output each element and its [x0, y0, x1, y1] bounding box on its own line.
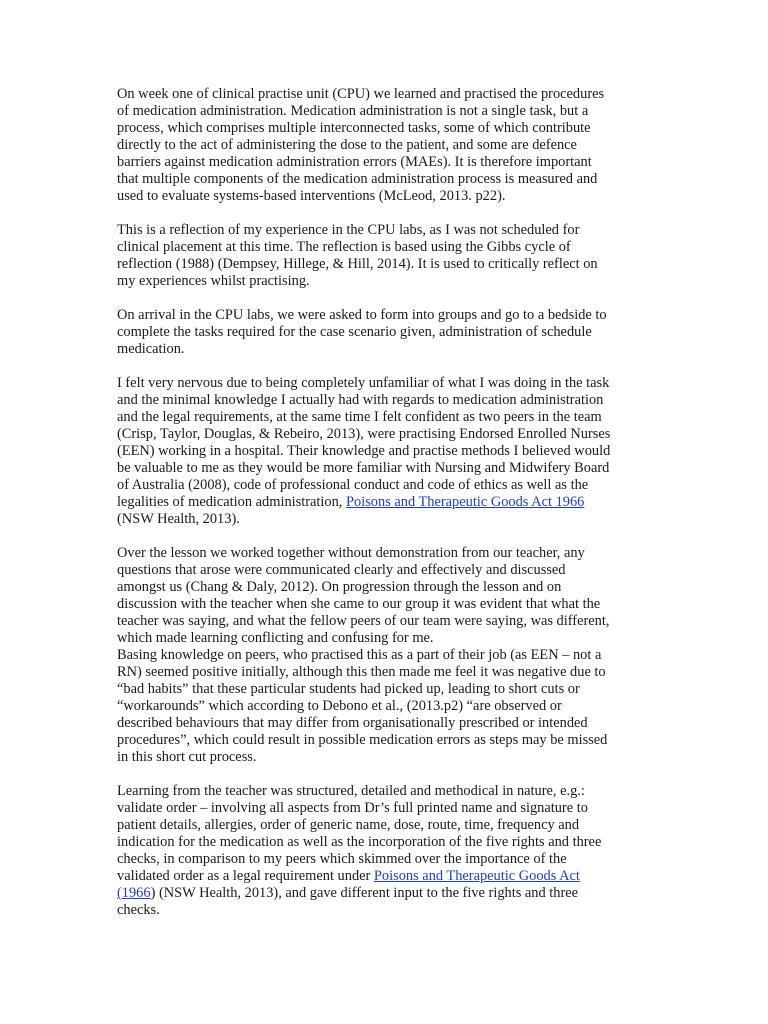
text-line: patient details, allergies, order of generic name, dose, route, time, frequency and [117, 817, 580, 833]
text-line [117, 494, 648, 511]
text-line: of medication administration. Medication administration is not a single task, but a [117, 103, 589, 119]
text-line: I felt very nervous due to being completely unfamiliar of what I was doing in the task [117, 375, 610, 391]
poisons-act-link[interactable]: Poisons and Therapeutic Goods Act [373, 868, 580, 884]
text-line: be valuable to me as they would be more familiar with Nursing and Midwifery Board [117, 460, 610, 476]
text-line: On arrival in the CPU labs, we were asked to form into groups and go to a bedside to [117, 307, 607, 323]
text-line: medication. [117, 341, 185, 357]
text-segment: ) (NSW Health, 2013), and gave different input to the five rights and three [150, 885, 579, 901]
paragraph-teacher [117, 783, 648, 919]
text-line: of Australia (2008), code of professional conduct and code of ethics as well as the [117, 477, 589, 493]
paragraph-introduction [117, 86, 648, 205]
text-line: On week one of clinical practise unit (CPU) we learned and practised the procedures [117, 86, 605, 102]
text-line: Over the lesson we worked together without demonstration from our teacher, any [117, 545, 585, 561]
text-segment: validated order as a legal requirement under [117, 868, 374, 884]
text-line: Basing knowledge on peers, who practised this as a part of their job (as EEN – not a [117, 647, 602, 663]
text-line: and the minimal knowledge I actually had with regards to medication administration [117, 392, 604, 408]
text-line: complete the tasks required for the case scenario given, administration of schedule [117, 324, 592, 340]
text-line: teacher was saying, and what the fellow peers of our team were saying, was different, [117, 613, 610, 629]
text-line: (Crisp, Taylor, Douglas, & Rebeiro, 2013), were practising Endorsed Enrolled Nurses [117, 426, 611, 442]
paragraph-lesson [117, 545, 648, 647]
poisons-act-link[interactable]: Poisons and Therapeutic Goods Act 1966 [346, 494, 585, 510]
paragraph-feelings [117, 375, 648, 528]
text-line: amongst us (Chang & Daly, 2012). On progression through the lesson and on [117, 579, 562, 595]
text-line: (NSW Health, 2013). [117, 511, 240, 527]
text-line: “bad habits” that these particular students had picked up, leading to short cuts or [117, 681, 580, 697]
paragraph-peers [117, 647, 648, 766]
paragraph-reflection [117, 222, 648, 290]
text-line: barriers against medication administration errors (MAEs). It is therefore important [117, 154, 592, 170]
poisons-act-year-link[interactable]: (1966 [117, 885, 151, 901]
paragraph-arrival [117, 307, 648, 358]
text-line: in this short cut process. [117, 749, 257, 765]
text-line: This is a reflection of my experience in the CPU labs, as I was not scheduled for [117, 222, 580, 238]
text-line: RN) seemed positive initially, although this then made me feel it was negative due to [117, 664, 606, 680]
text-line: questions that arose were communicated clearly and effectively and discussed [117, 562, 566, 578]
text-line: my experiences whilst practising. [117, 273, 310, 289]
text-line: indication for the medication as well as the incorporation of the five rights and three [117, 834, 602, 850]
text-line: discussion with the teacher when she came to our group it was evident that what the [117, 596, 601, 612]
text-line: reflection (1988) (Dempsey, Hillege, & Hill, 2014). It is used to critically reflect on [117, 256, 598, 272]
text-line: and the legal requirements, at the same time I felt confident as two peers in the team [117, 409, 602, 425]
text-line: used to evaluate systems-based interventions (McLeod, 2013. p22). [117, 188, 506, 204]
text-line: validate order – involving all aspects from Dr’s full printed name and signature to [117, 800, 588, 816]
text-line [117, 868, 648, 885]
text-line: checks. [117, 902, 160, 918]
text-line [117, 885, 648, 902]
text-line: (EEN) working in a hospital. Their knowledge and practise methods I believed would [117, 443, 611, 459]
text-segment: legalities of medication administration, [117, 494, 346, 510]
text-line: that multiple components of the medication administration process is measured and [117, 171, 598, 187]
document-page [117, 86, 648, 936]
text-line: checks, in comparison to my peers which skimmed over the importance of the [117, 851, 567, 867]
text-line: Learning from the teacher was structured, detailed and methodical in nature, e.g.: [117, 783, 585, 799]
text-line: process, which comprises multiple interconnected tasks, some of which contribute [117, 120, 591, 136]
text-line: described behaviours that may differ from organisationally prescribed or intended [117, 715, 588, 731]
text-line: directly to the act of administering the dose to the patient, and some are defence [117, 137, 577, 153]
text-line: clinical placement at this time. The reflection is based using the Gibbs cycle of [117, 239, 571, 255]
text-line: procedures”, which could result in possible medication errors as steps may be missed [117, 732, 608, 748]
text-line: “workarounds” which according to Debono et al., (2013.p2) “are observed or [117, 698, 562, 714]
text-line: which made learning conflicting and confusing for me. [117, 630, 434, 646]
